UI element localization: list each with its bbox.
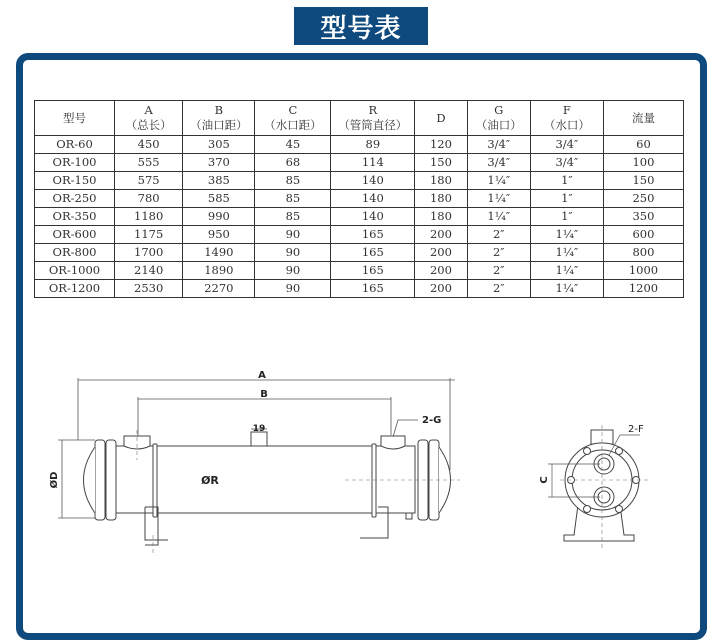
col-header-b: B （油口距）: [183, 101, 255, 136]
col-header-d: D: [415, 101, 467, 136]
label-diameter-d: ØD: [49, 471, 60, 489]
table-row: OR-800 1700 1490 90 165 200 2″ 1¼″ 800: [35, 244, 684, 262]
page-title: 型号表: [294, 7, 428, 45]
table-row: OR-1000 2140 1890 90 165 200 2″ 1¼″ 1000: [35, 262, 684, 280]
table-row: OR-350 1180 990 85 140 180 1¼″ 1″ 350: [35, 208, 684, 226]
dim-label-c: C: [539, 476, 550, 484]
col-header-f: F （水口）: [530, 101, 603, 136]
label-diameter-r: ØR: [201, 474, 219, 487]
col-header-g: G （油口）: [467, 101, 530, 136]
table-row: OR-1200 2530 2270 90 165 200 2″ 1¼″ 1200: [35, 280, 684, 298]
col-header-r: R （管筒直径）: [331, 101, 415, 136]
table-row: OR-100 555 370 68 114 150 3/4″ 3/4″ 100: [35, 154, 684, 172]
col-header-c: C （水口距）: [255, 101, 331, 136]
table-row: OR-60 450 305 45 89 120 3/4″ 3/4″ 60: [35, 136, 684, 154]
col-header-a: A （总长）: [115, 101, 183, 136]
dim-label-a: A: [258, 370, 266, 381]
table-row: OR-600 1175 950 90 165 200 2″ 1¼″ 600: [35, 226, 684, 244]
table-row: OR-150 575 385 85 140 180 1¼″ 1″ 150: [35, 172, 684, 190]
label-oil-port: 2-G: [422, 415, 442, 426]
dim-label-b: B: [260, 389, 268, 400]
table-row: OR-250 780 585 85 140 180 1¼″ 1″ 250: [35, 190, 684, 208]
col-header-model: 型号: [35, 101, 115, 136]
label-water-port: 2-F: [628, 424, 644, 435]
dim-label-19: 19: [252, 424, 266, 434]
col-header-flow: 流量: [603, 101, 683, 136]
